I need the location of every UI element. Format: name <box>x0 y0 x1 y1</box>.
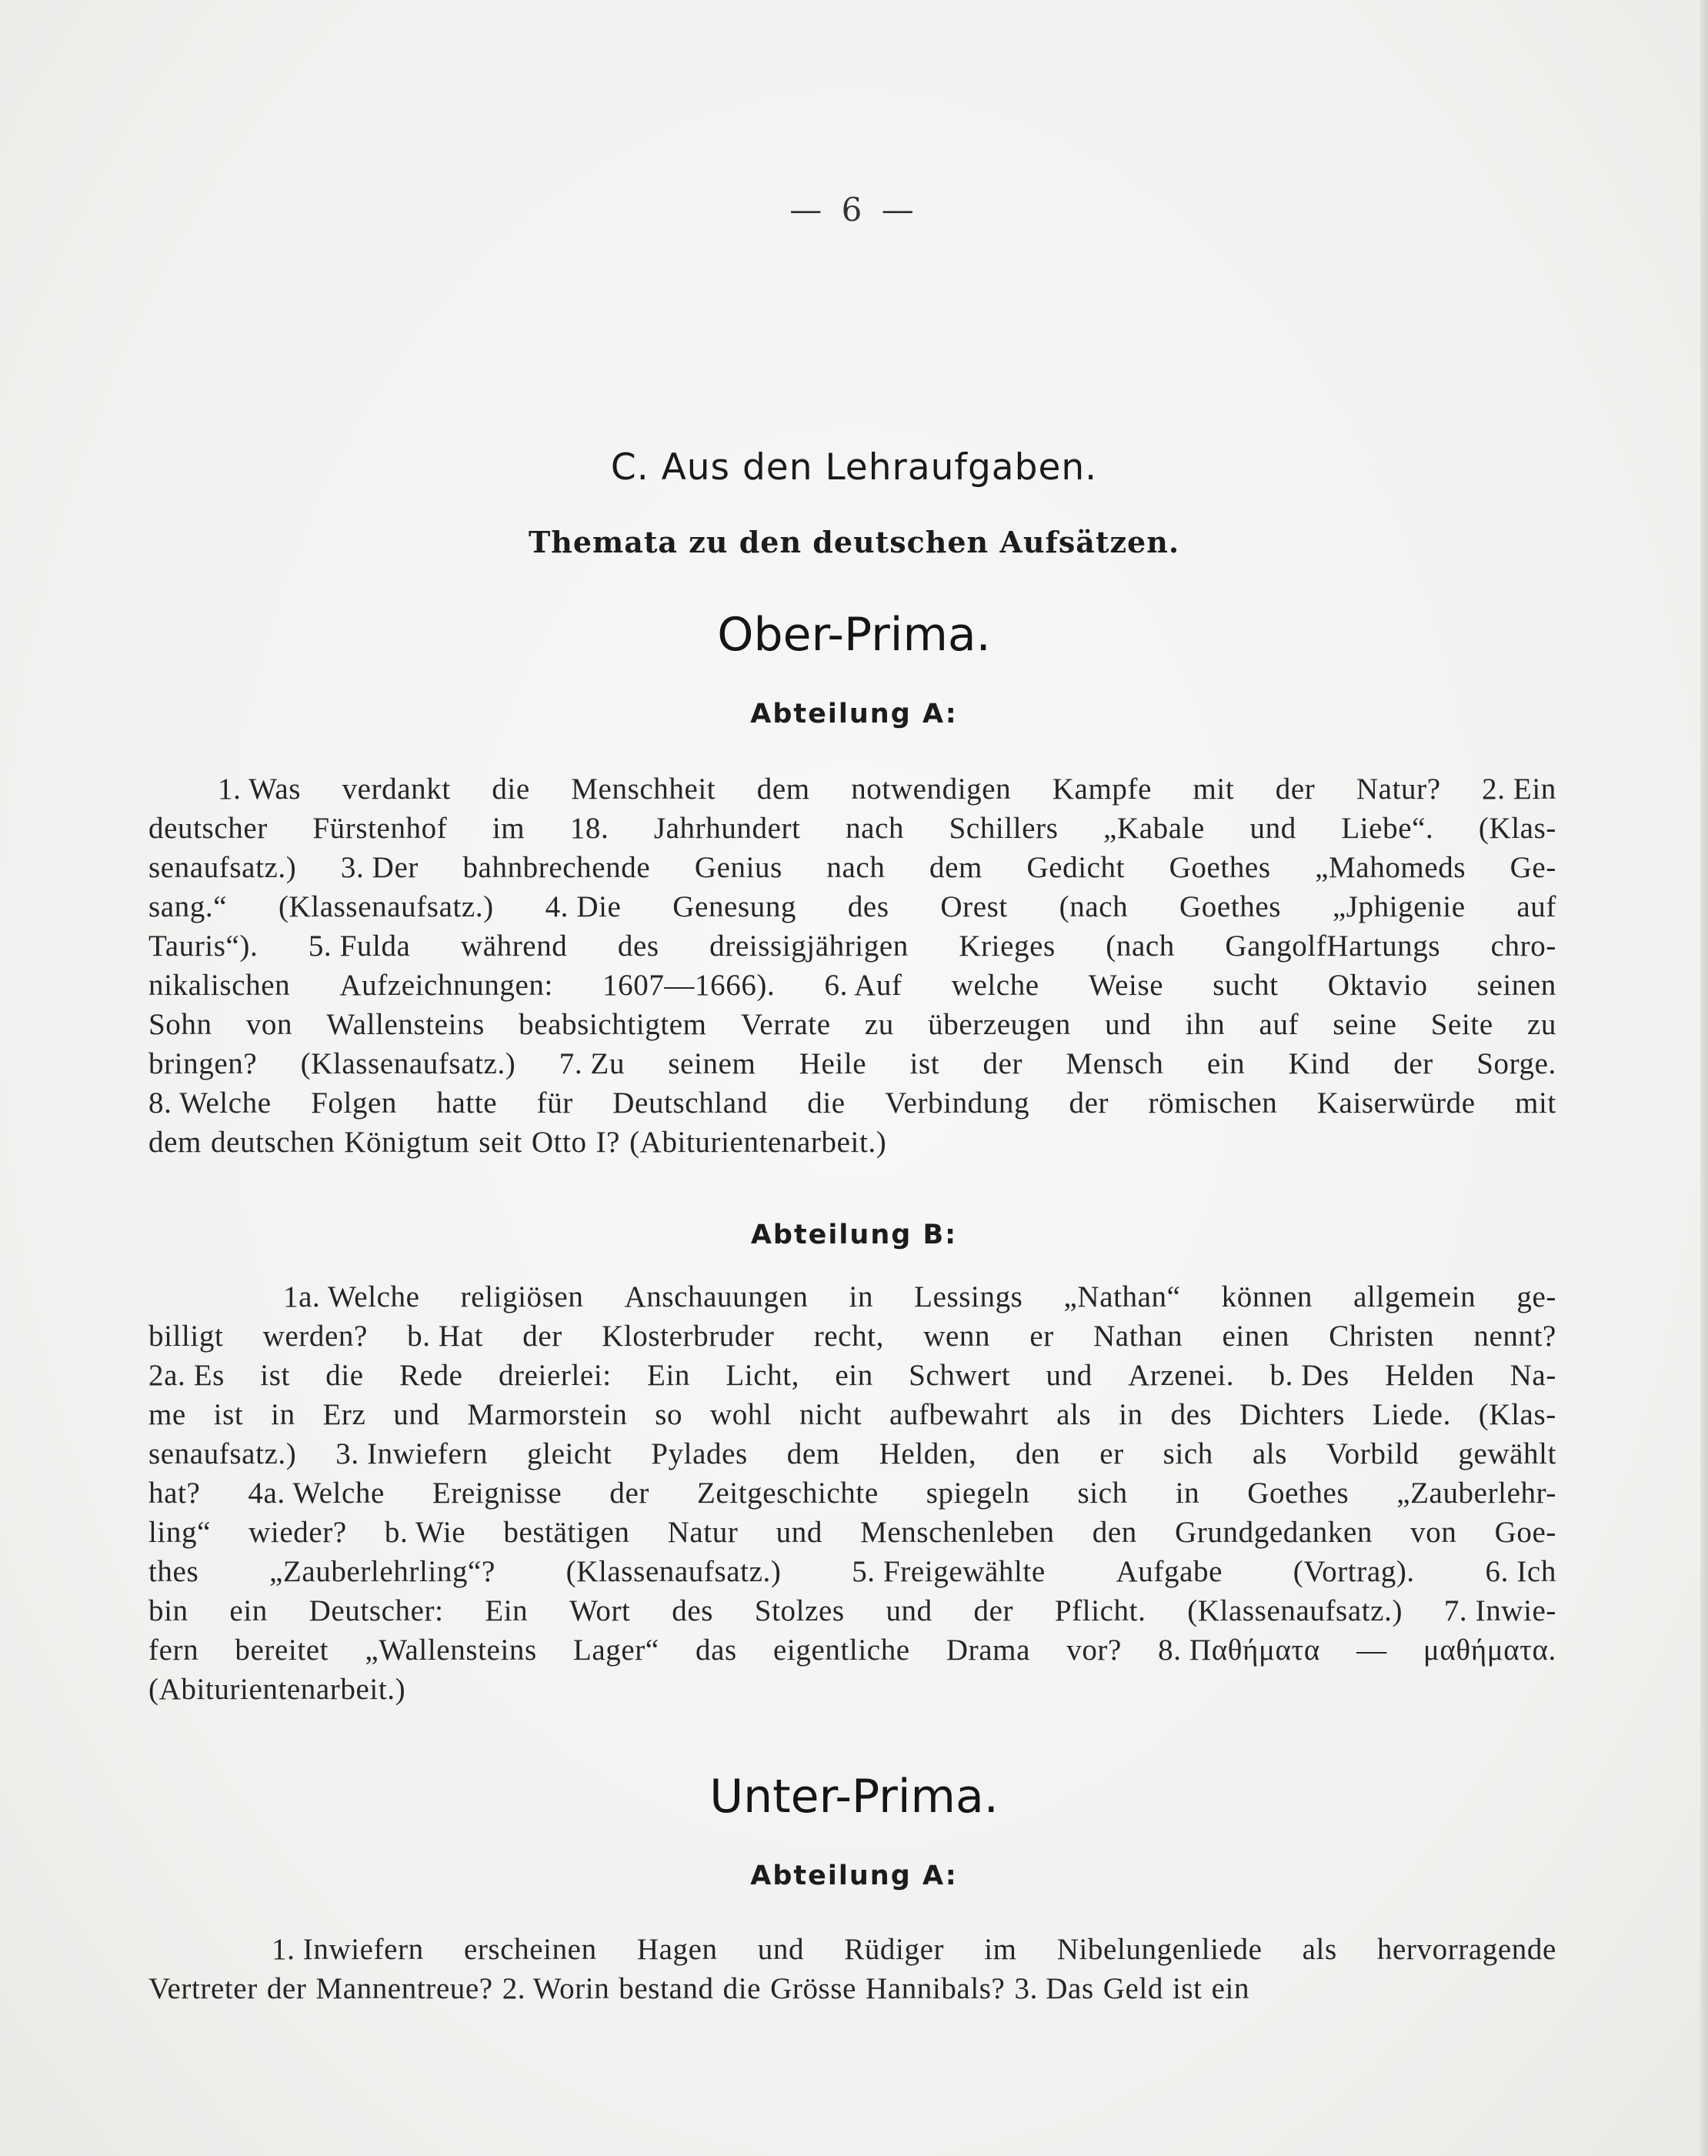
word: sich <box>1077 1477 1128 1510</box>
word: Wort <box>569 1594 631 1627</box>
word: (Abiturientenarbeit.) <box>629 1126 887 1159</box>
word: ge- <box>1516 1280 1556 1313</box>
text-line <box>148 1123 1556 1162</box>
word: Ge- <box>1510 851 1556 884</box>
word: (Klas- <box>1478 1398 1556 1431</box>
word: der <box>266 1972 307 2005</box>
word: 5. Fulda <box>308 929 411 963</box>
word: Otto <box>531 1126 587 1159</box>
word: religiösen <box>460 1280 584 1313</box>
word: Pflicht. <box>1054 1594 1146 1627</box>
word: in <box>849 1280 874 1313</box>
word: und <box>393 1398 440 1431</box>
word: bahnbrechende <box>462 851 651 884</box>
ober-prima-abteilung-a-text <box>148 769 1556 1162</box>
word: nennt? <box>1473 1320 1556 1353</box>
unter-prima-abteilung-a-heading: Abteilung A: <box>750 1861 958 1891</box>
word: Schillers <box>949 812 1059 845</box>
word: und <box>1046 1359 1093 1392</box>
word: und <box>776 1516 822 1549</box>
word: mit <box>1193 773 1235 806</box>
word: überzeugen <box>928 1008 1071 1041</box>
word: den <box>1092 1516 1137 1549</box>
word: ist <box>1172 1972 1203 2005</box>
text-line <box>148 1277 1556 1317</box>
word: Nathan <box>1093 1320 1183 1353</box>
word: Natur <box>667 1516 739 1549</box>
word: 8. Welche <box>148 1086 272 1120</box>
word: dem <box>756 773 810 806</box>
word: im <box>492 812 525 845</box>
word: Kampfe <box>1052 773 1152 806</box>
word: die <box>325 1359 364 1392</box>
ober-prima-heading: Ober-Prima. <box>717 608 991 662</box>
word: werden? <box>262 1320 368 1353</box>
word: GangolfHartungs <box>1225 929 1441 963</box>
word: in <box>271 1398 295 1431</box>
word: thes <box>148 1555 199 1588</box>
word: gewählt <box>1458 1437 1556 1470</box>
word: die <box>722 1972 762 2005</box>
word: Orest <box>940 890 1008 923</box>
word: dem <box>929 851 982 884</box>
word: deutscher <box>148 812 268 845</box>
word: gleicht <box>527 1437 612 1470</box>
text-line <box>148 966 1556 1005</box>
word: römischen <box>1148 1086 1278 1120</box>
word: Menschenleben <box>860 1516 1055 1549</box>
word: nach <box>846 812 905 845</box>
word: Goe- <box>1494 1516 1556 1549</box>
word: billigt <box>148 1320 224 1353</box>
text-line <box>148 1317 1556 1356</box>
word: 1. Was <box>218 773 302 806</box>
word: Hagen <box>636 1933 718 1966</box>
word: (Klassenaufsatz.) <box>1187 1594 1403 1627</box>
word: Heile <box>799 1047 867 1080</box>
text-line <box>148 1552 1556 1591</box>
word: ein <box>835 1359 873 1392</box>
text-line <box>148 1513 1556 1552</box>
unter-prima-abteilung-a-text <box>148 1930 1556 2008</box>
text-line <box>148 1930 1556 1969</box>
word: spiegeln <box>926 1477 1030 1510</box>
word: Goethes <box>1169 851 1271 884</box>
word: ist <box>213 1398 244 1431</box>
word: sucht <box>1213 969 1279 1002</box>
word: dem <box>148 1126 202 1159</box>
word: — <box>1356 1634 1387 1667</box>
word: Lager“ <box>572 1634 659 1667</box>
word: Arzenei. <box>1128 1359 1235 1392</box>
word: nicht <box>799 1398 862 1431</box>
word: wieder? <box>249 1516 347 1549</box>
text-line <box>148 809 1556 848</box>
subtitle: Themata zu den deutschen Aufsätzen. <box>528 525 1180 559</box>
word: seit <box>479 1126 522 1159</box>
word: 6. Auf <box>824 969 902 1002</box>
word: eigentliche <box>773 1634 910 1667</box>
word: Grösse <box>770 1972 857 2005</box>
text-line <box>148 1005 1556 1044</box>
word: so <box>655 1398 683 1431</box>
word: Genius <box>694 851 782 884</box>
word: 1607—1666). <box>602 969 776 1002</box>
word: 8. Παθήματα <box>1158 1634 1320 1667</box>
page-edge <box>1700 0 1708 2156</box>
text-line <box>148 1473 1556 1513</box>
word: Ein <box>485 1594 529 1627</box>
word: 18. <box>569 812 609 845</box>
word: Folgen <box>311 1086 397 1120</box>
word: chro- <box>1490 929 1556 963</box>
word: auf <box>1516 890 1556 923</box>
word: Verbindung <box>885 1086 1030 1120</box>
word: ein <box>1206 1047 1246 1080</box>
word: (Vortrag). <box>1293 1555 1415 1588</box>
word: Anschauungen <box>624 1280 809 1313</box>
word: ist <box>260 1359 290 1392</box>
word: ist <box>909 1047 940 1080</box>
ober-prima-abteilung-b-heading: Abteilung B: <box>750 1220 958 1250</box>
word: (Abiturientenarbeit.) <box>148 1673 406 1706</box>
word: ein <box>1211 1972 1250 2005</box>
word: Genesung <box>672 890 797 923</box>
word: wenn <box>923 1320 991 1353</box>
word: der <box>609 1477 649 1510</box>
word: „Jphigenie <box>1332 890 1466 923</box>
word: 2a. Es <box>148 1359 225 1392</box>
word: und <box>757 1933 805 1966</box>
text-line <box>148 1395 1556 1434</box>
word: ihn <box>1185 1008 1226 1041</box>
word: Verrate <box>740 1008 831 1041</box>
word: beabsichtigtem <box>519 1008 707 1041</box>
word: (Klas- <box>1478 812 1556 845</box>
word: Lessings <box>914 1280 1023 1313</box>
word: das <box>696 1634 737 1667</box>
word: (Klassenaufsatz.) <box>278 890 494 923</box>
word: des <box>672 1594 714 1627</box>
text-line <box>148 1969 1556 2008</box>
ober-prima-abteilung-b-text <box>148 1277 1556 1709</box>
word: Oktavio <box>1327 969 1428 1002</box>
word: Liede. <box>1372 1398 1451 1431</box>
word: als <box>1302 1933 1337 1966</box>
word: nach <box>826 851 886 884</box>
word: Seite <box>1430 1008 1493 1041</box>
word: Mannentreue? <box>315 1972 493 2005</box>
word: nikalischen <box>148 969 291 1002</box>
word: Marmorstein <box>467 1398 628 1431</box>
word: den <box>1016 1437 1061 1470</box>
word: Stolzes <box>754 1594 845 1627</box>
word: b. Hat <box>407 1320 484 1353</box>
word: Kaiserwürde <box>1316 1086 1476 1120</box>
word: und <box>1105 1008 1152 1041</box>
word: seinem <box>668 1047 756 1080</box>
word: „Zauberlehrling“? <box>269 1555 495 1588</box>
word: Aufzeichnungen: <box>339 969 553 1002</box>
word: Ereignisse <box>432 1477 562 1510</box>
ober-prima-abteilung-a-heading: Abteilung A: <box>750 699 958 729</box>
word: bereitet <box>235 1634 329 1667</box>
text-line <box>148 1083 1556 1123</box>
word: Deutscher: <box>309 1594 444 1627</box>
word: Erz <box>322 1398 366 1431</box>
word: ein <box>229 1594 268 1627</box>
word: Natur? <box>1356 773 1441 806</box>
word: Rede <box>399 1359 463 1392</box>
text-line <box>148 887 1556 926</box>
word: in <box>1175 1477 1200 1510</box>
word: vor? <box>1066 1634 1122 1667</box>
word: Fürstenhof <box>312 812 448 845</box>
word: Dichters <box>1239 1398 1345 1431</box>
word: bestand <box>619 1972 714 2005</box>
word: einen <box>1222 1320 1289 1353</box>
word: notwendigen <box>851 773 1012 806</box>
text-line <box>148 1630 1556 1670</box>
word: Helden, <box>879 1437 977 1470</box>
word: (nach <box>1059 890 1129 923</box>
word: dreissigjährigen <box>709 929 909 963</box>
word: Rüdiger <box>844 1933 945 1966</box>
word: seine <box>1333 1008 1397 1041</box>
word: (Klassenaufsatz.) <box>300 1047 516 1080</box>
word: während <box>460 929 568 963</box>
word: hat? <box>148 1477 201 1510</box>
word: Wallensteins <box>326 1008 485 1041</box>
word: des <box>847 890 889 923</box>
word: Vorbild <box>1326 1437 1419 1470</box>
word: deutschen <box>210 1126 335 1159</box>
word: hatte <box>436 1086 498 1120</box>
word: Kind <box>1288 1047 1350 1080</box>
word: Pylades <box>651 1437 748 1470</box>
word: 3. Das <box>1014 1972 1094 2005</box>
word: hervorragende <box>1376 1933 1556 1966</box>
word: 7. Inwie- <box>1443 1594 1556 1627</box>
word: die <box>492 773 530 806</box>
word: Grundgedanken <box>1175 1516 1373 1549</box>
word: er <box>1099 1437 1124 1470</box>
word: „Zauberlehr- <box>1396 1477 1556 1510</box>
word: 4. Die <box>545 890 622 923</box>
word: 6. Ich <box>1485 1555 1556 1588</box>
word: Gedicht <box>1026 851 1126 884</box>
word: verdankt <box>342 773 451 806</box>
word: und <box>886 1594 932 1627</box>
word: Helden <box>1385 1359 1475 1392</box>
word: μαθήματα. <box>1423 1634 1556 1667</box>
word: 4a. Welche <box>248 1477 385 1510</box>
section-title: C. Aus den Lehraufgaben. <box>610 446 1098 489</box>
text-line <box>148 1670 1556 1709</box>
word: und <box>1249 812 1296 845</box>
word: bestätigen <box>503 1516 630 1549</box>
word: 7. Zu <box>559 1047 625 1080</box>
word: der <box>1393 1047 1433 1080</box>
word: Na- <box>1510 1359 1556 1392</box>
word: allgemein <box>1353 1280 1476 1313</box>
word: „Kabale <box>1103 812 1205 845</box>
word: Tauris“). <box>148 929 259 963</box>
text-line <box>148 769 1556 809</box>
text-line <box>148 1044 1556 1083</box>
word: bringen? <box>148 1047 258 1080</box>
text-line <box>148 926 1556 966</box>
word: zu <box>1526 1008 1556 1041</box>
word: Klosterbruder <box>602 1320 775 1353</box>
unter-prima-heading: Unter-Prima. <box>709 1770 999 1824</box>
word: von <box>245 1008 293 1041</box>
word: 3. Der <box>340 851 419 884</box>
word: für <box>536 1086 573 1120</box>
word: Deutschland <box>612 1086 768 1120</box>
word: Schwert <box>909 1359 1011 1392</box>
word: 1. Inwiefern <box>272 1933 424 1966</box>
word: wohl <box>709 1398 772 1431</box>
word: auf <box>1259 1008 1299 1041</box>
word: sich <box>1163 1437 1213 1470</box>
word: ling“ <box>148 1516 211 1549</box>
word: (nach <box>1106 929 1175 963</box>
word: Hannibals? <box>866 1972 1006 2005</box>
word: Mensch <box>1066 1047 1164 1080</box>
word: als <box>1252 1437 1287 1470</box>
word: der <box>1069 1086 1109 1120</box>
word: dem <box>786 1437 840 1470</box>
word: von <box>1410 1516 1457 1549</box>
word: fern <box>148 1634 199 1667</box>
word: aufbewahrt <box>889 1398 1029 1431</box>
word: b. Wie <box>384 1516 466 1549</box>
word: recht, <box>813 1320 885 1353</box>
word: (Klassenaufsatz.) <box>565 1555 782 1588</box>
word: im <box>984 1933 1017 1966</box>
word: der <box>1275 773 1316 806</box>
word: Sorge. <box>1476 1047 1556 1080</box>
text-line <box>148 848 1556 887</box>
word: b. Des <box>1269 1359 1349 1392</box>
word: 3. Inwiefern <box>335 1437 489 1470</box>
word: Nibelungenliede <box>1056 1933 1263 1966</box>
word: Sohn <box>148 1008 212 1041</box>
word: er <box>1029 1320 1054 1353</box>
word: sang.“ <box>148 890 228 923</box>
word: Jahrhundert <box>653 812 801 845</box>
word: 2. Worin <box>502 1972 610 2005</box>
word: des <box>617 929 659 963</box>
word: als <box>1056 1398 1092 1431</box>
word: der <box>522 1320 562 1353</box>
word: „Wallensteins <box>365 1634 537 1667</box>
word: me <box>148 1398 186 1431</box>
word: in <box>1119 1398 1143 1431</box>
word: Weise <box>1088 969 1164 1002</box>
word: welche <box>951 969 1039 1002</box>
word: seinen <box>1476 969 1556 1002</box>
word: Christen <box>1329 1320 1435 1353</box>
word: 5. Freigewählte <box>852 1555 1046 1588</box>
word: 1a. Welche <box>283 1280 420 1313</box>
word: Ein <box>647 1359 691 1392</box>
word: Königtum <box>344 1126 470 1159</box>
word: senaufsatz.) <box>148 851 297 884</box>
word: Krieges <box>959 929 1056 963</box>
word: Aufgabe <box>1116 1555 1223 1588</box>
word: Goethes <box>1247 1477 1349 1510</box>
word: des <box>1170 1398 1213 1431</box>
word: Liebe“. <box>1341 812 1434 845</box>
word: Zeitgeschichte <box>696 1477 879 1510</box>
word: die <box>807 1086 846 1120</box>
page-number: — 6 — <box>789 191 919 229</box>
word: senaufsatz.) <box>148 1437 297 1470</box>
word: mit <box>1515 1086 1556 1120</box>
word: dreierlei: <box>498 1359 612 1392</box>
word: 2. Ein <box>1482 773 1556 806</box>
word: „Mahomeds <box>1315 851 1466 884</box>
word: zu <box>864 1008 894 1041</box>
word: I? <box>595 1126 621 1159</box>
word: Licht, <box>726 1359 800 1392</box>
word: bin <box>148 1594 188 1627</box>
text-line <box>148 1356 1556 1395</box>
word: erscheinen <box>463 1933 597 1966</box>
word: der <box>982 1047 1023 1080</box>
word: Drama <box>946 1634 1031 1667</box>
word: „Nathan“ <box>1063 1280 1181 1313</box>
word: Menschheit <box>571 773 716 806</box>
word: können <box>1221 1280 1313 1313</box>
word: Goethes <box>1179 890 1282 923</box>
word: Vertreter <box>148 1972 258 2005</box>
text-line <box>148 1591 1556 1630</box>
text-line <box>148 1434 1556 1473</box>
word: der <box>973 1594 1014 1627</box>
word: Geld <box>1103 1972 1163 2005</box>
